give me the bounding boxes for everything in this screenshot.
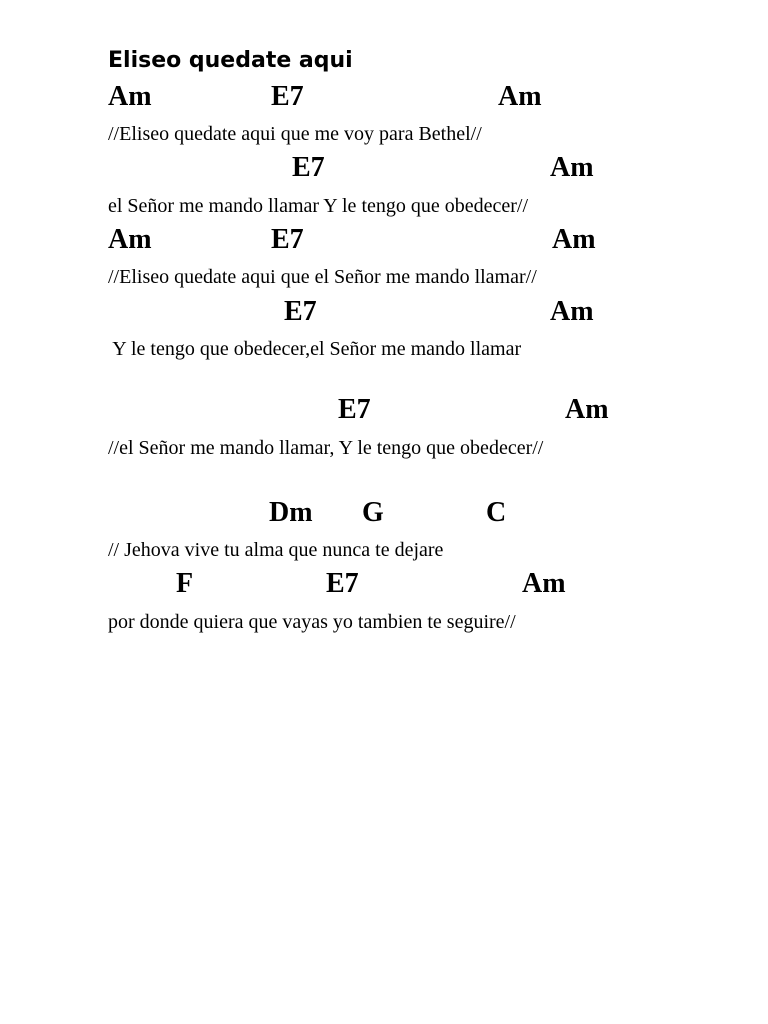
chord: Am	[550, 152, 594, 183]
chord: Am	[522, 568, 566, 599]
chord: E7	[271, 81, 304, 112]
chord: G	[362, 497, 384, 528]
lyric-line: //el Señor me mando llamar, Y le tengo que obedecer//	[108, 437, 544, 459]
lyric-line: //Eliseo quedate aqui que el Señor me mando llamar//	[108, 266, 537, 288]
chord: Am	[550, 296, 594, 327]
chord: E7	[292, 152, 325, 183]
chord: E7	[326, 568, 359, 599]
song-title: Eliseo quedate aqui	[108, 48, 353, 73]
lyric-line: Y le tengo que obedecer,el Señor me mando llamar	[108, 338, 522, 360]
chord: Am	[108, 224, 152, 255]
chord: E7	[271, 224, 304, 255]
chord: C	[486, 497, 507, 528]
chord: E7	[338, 394, 371, 425]
chord: Am	[565, 394, 609, 425]
lyric-line: por donde quiera que vayas yo tambien te seguire//	[108, 611, 516, 633]
chord: Am	[552, 224, 596, 255]
lyric-line: //Eliseo quedate aqui que me voy para Bethel//	[108, 123, 482, 145]
chord: E7	[284, 296, 317, 327]
chord: Dm	[269, 497, 313, 528]
chord: Am	[498, 81, 542, 112]
chord: F	[176, 568, 194, 599]
lyric-line: // Jehova vive tu alma que nunca te dejare	[108, 539, 444, 561]
lyric-line: el Señor me mando llamar Y le tengo que obedecer//	[108, 195, 529, 217]
chord: Am	[108, 81, 152, 112]
